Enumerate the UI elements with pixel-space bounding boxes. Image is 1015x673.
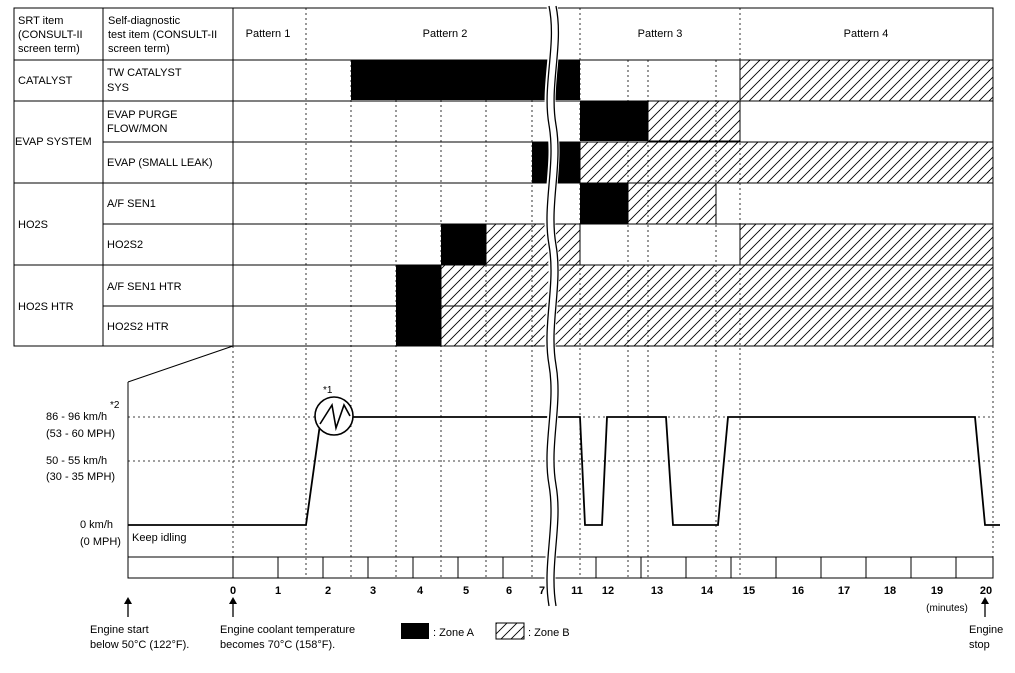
row-label-af-sen1: A/F SEN1 [107, 198, 156, 210]
zone-b-ho2s2-b [740, 224, 993, 265]
row-label-ho2s2: HO2S2 [107, 239, 144, 251]
engine-start-caption: Engine start below 50°C (122°F). [90, 624, 190, 651]
zone-b-evap-small-leak [580, 142, 993, 183]
engine-stop-caption: Engine stop [969, 624, 1004, 651]
note-2-label: *2 [110, 400, 120, 411]
zone-b-af-sen1 [628, 183, 716, 224]
zone-b-af-sen1-htr [441, 265, 993, 306]
speed-profile-line [128, 417, 1000, 525]
tick-label: 14 [700, 585, 714, 597]
row-label-evap-purge: EVAP PURGE FLOW/MON [107, 109, 178, 135]
zone-b-blocks [441, 60, 993, 346]
time-axis-bar [128, 557, 993, 578]
coolant-caption: Engine coolant temperature becomes 70°C (158°F). [220, 624, 356, 651]
zone-a-af-sen1-htr [396, 265, 441, 306]
zone-a-af-sen1 [580, 183, 628, 224]
header-pattern-4: Pattern 4 [843, 28, 889, 40]
group-ho2s: HO2S [18, 219, 48, 231]
tick-label: 3 [369, 585, 377, 597]
zone-b-catalyst [740, 60, 993, 101]
tick-label: 20 [979, 585, 993, 597]
legend-zone-b-label: : Zone B [528, 627, 570, 639]
legend-zone-b-swatch [496, 623, 524, 639]
header-pattern-2: Pattern 2 [422, 28, 468, 40]
header-self-diagnostic: Self-diagnostic test item (CONSULT-II screen term) [108, 15, 218, 55]
tick-label: 6 [505, 585, 513, 597]
zone-a-evap-purge [580, 101, 648, 141]
zone-a-ho2s2 [441, 224, 486, 265]
legend [401, 623, 570, 639]
chart-connector-line [128, 346, 233, 382]
group-evap-system: EVAP SYSTEM [15, 136, 92, 148]
tick-label: 12 [601, 585, 615, 597]
zone-b-ho2s2-a [486, 224, 580, 265]
tick-label: 11 [571, 585, 583, 597]
tick-label: 4 [416, 585, 424, 597]
legend-zone-a-swatch [401, 623, 429, 639]
keep-idling-label: Keep idling [132, 532, 187, 544]
time-unit-label: (minutes) [926, 603, 968, 614]
zone-a-ho2s2-htr [396, 306, 441, 346]
tick-label: 1 [274, 585, 282, 597]
header-pattern-1: Pattern 1 [245, 28, 291, 40]
row-label-af-sen1-htr: A/F SEN1 HTR [107, 281, 182, 293]
legend-zone-a-label: : Zone A [433, 627, 474, 639]
group-ho2s-htr: HO2S HTR [18, 301, 74, 313]
tick-label: 13 [650, 585, 664, 597]
row-label-evap-small-leak: EVAP (SMALL LEAK) [107, 157, 213, 169]
speed-level-mid: 50 - 55 km/h (30 - 35 MPH) [46, 455, 116, 483]
zone-b-ho2s2-htr [441, 306, 993, 346]
row-label-ho2s2-htr: HO2S2 HTR [107, 321, 169, 333]
tick-label: 7 [538, 585, 546, 597]
header-srt-item: SRT item (CONSULT-II screen term) [18, 15, 83, 55]
tick-label: 15 [742, 585, 756, 597]
group-catalyst: CATALYST [18, 75, 73, 87]
speed-level-high: 86 - 96 km/h (53 - 60 MPH) [46, 411, 116, 440]
header-pattern-3: Pattern 3 [637, 28, 683, 40]
row-label-tw-catalyst: TW CATALYST SYS [107, 67, 182, 94]
tick-label: 17 [837, 585, 851, 597]
tick-label: 18 [883, 585, 897, 597]
tick-label: 2 [324, 585, 332, 597]
tick-label: 16 [791, 585, 805, 597]
speed-chart [46, 346, 1000, 578]
tick-label: 0 [229, 585, 237, 597]
speed-level-zero: 0 km/h (0 MPH) [80, 519, 121, 548]
srt-groups [15, 75, 92, 313]
note-1-label: *1 [323, 385, 333, 396]
test-items [107, 67, 213, 333]
table-header [18, 15, 888, 55]
tick-label: 19 [930, 585, 944, 597]
tick-label: 5 [462, 585, 470, 597]
zone-b-evap-purge [648, 101, 740, 141]
